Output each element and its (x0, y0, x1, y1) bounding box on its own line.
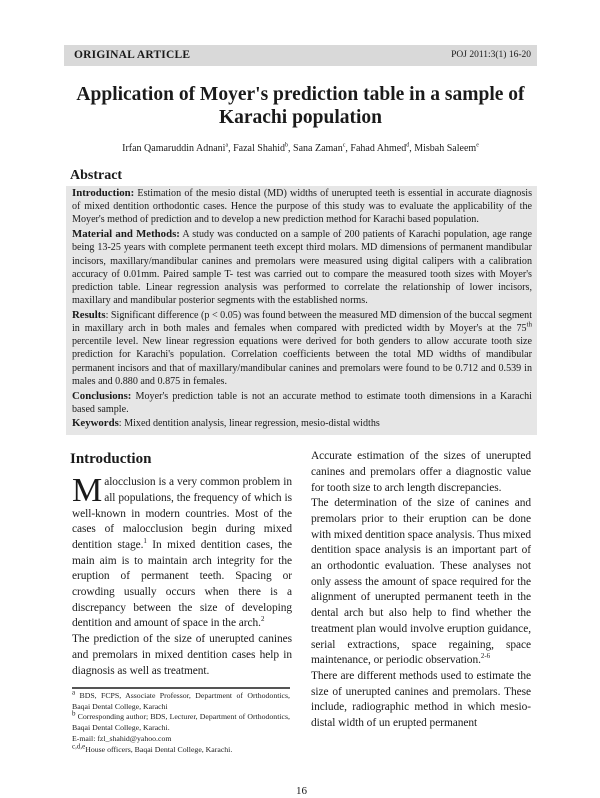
text: : Mixed dentition analysis, linear regression, mesio-distal widths (118, 418, 380, 430)
author-mark: d (406, 142, 410, 149)
abstract-heading: Abstract (70, 168, 123, 183)
label: Introduction: (72, 187, 135, 199)
text: : Significant difference (p < 0.05) was found between the measured MD dimension of the buccal segment in maxillary arch in both males and females when compared with predicted width by Moyer's at the 75 (72, 309, 532, 335)
article-title: Application of Moyer's prediction table in a sample of Karachi population (76, 84, 525, 128)
footnotes (72, 688, 290, 756)
text: A study was conducted on a sample of 200 patients of Karachi population, age range being 13-25 years with complete permanent teeth except third molars. MD dimensions of permanent mandibular incisors, maxillary/mandibular canines and premolars were measured using digital calipers with a calibration accuracy of 0.01mm. Paired sample T- test was carried out to compare the measured tooth sizes with Moyer's prediction table. Linear regression analysis was performed to correlate the relationship of lower incisors, maxillary and mandibular posterior segments with the established norms. (72, 229, 532, 307)
text: Corresponding author; BDS, Lecturer, Department of Orthodontics, Baqai Dental College, Karachi. (72, 712, 290, 733)
text: BDS, FCPS, Associate Professor, Department of Orthodontics, Baqai Dental College, Karachi (72, 690, 290, 711)
text: Estimation of the mesio distal (MD) widths of unerupted teeth is essential in accurate diagnosis of mixed dentition orthodontic cases. Hence the purpose of this study was to evaluate the applicability of the Moyer's method of prediction and to develop a new prediction method for Karachi based population. (72, 188, 532, 226)
drop-cap: M (72, 472, 103, 510)
footnote (72, 688, 290, 713)
label: Conclusions: (72, 389, 132, 402)
text: The determination of the size of canines and premolars prior to their eruption can be done with mixed dentition space analysis. Thus mixed dentition space analysis is an important part of an orthodontic evaluation. These analyses not only assess the amount of space required for the alignment of unerupted permanent teeth in the dental arch but also help to find whether the treatment plan would involve eruption guidance, serial extractions, space regaining, space maintenance, or periodic observation. (311, 497, 531, 667)
paragraph: The prediction of the size of unerupted canines and premolars in mixed dentition cases help in diagnosis as well as treatment. (72, 633, 292, 677)
left-column (72, 472, 292, 679)
label: Keywords (72, 417, 119, 430)
author: Misbah Saleem (414, 143, 477, 154)
author-mark: c (342, 142, 346, 149)
author: Fahad Ahmed (350, 143, 407, 154)
author-list: Irfan Qamaruddin Adnani$^a$, Fazal Shahid$^b$, Sana Zaman$^c$, Fahad Ahmed$^d$, Misbah Saleem$^e$ (122, 142, 479, 154)
author: Fazal Shahid (233, 143, 286, 154)
body-columns (66, 449, 537, 781)
page-body (66, 167, 537, 798)
text: percentile level. New linear regression equations were derived for both genders to allow accurate tooth size prediction for Karachi's population. Correlation coefficients between the total MD widths of mandibular permanent incisors and that of maxillary/mandibular canines and premolars were found to be 0.712 and 0.539 in males and 0.880 and 0.875 in females. (72, 336, 532, 387)
spacer (72, 679, 292, 687)
label: Material and Methods: (72, 228, 180, 241)
citation: 2-6 (480, 652, 491, 661)
page-number: 16 (296, 784, 307, 797)
abstract-results (72, 309, 532, 388)
author: Irfan Qamaruddin Adnani (122, 143, 226, 154)
footnote (72, 709, 290, 734)
sup: th (526, 320, 532, 329)
abstract-box (66, 186, 537, 435)
section-label: ORIGINAL ARTICLE (74, 49, 191, 61)
citation: 1 (143, 537, 147, 546)
author: Sana Zaman (293, 143, 343, 154)
abstract-methods (72, 228, 532, 307)
right-column-wrap (311, 449, 531, 781)
footnote (72, 742, 290, 756)
text: In mixed dentition cases, the main aim is to maintain arch integrity for the eruption of permanent teeth. Spacing or crowding usually occurs when there is a discrepancy between the size of developing dentition and amount of space in the arch. (72, 538, 292, 630)
paragraph: Accurate estimation of the sizes of unerupted canines and premolars offer a diagnostic value for tooth size to arch length discrepancies. (311, 450, 531, 494)
label: Results (72, 308, 106, 321)
text: Moyer's prediction table is not an accurate method to estimate tooth dimensions in a Karachi based sample. (72, 390, 532, 415)
right-column (311, 449, 531, 732)
author-mark: a (225, 142, 229, 149)
author-mark: e (476, 142, 479, 149)
text: House officers, Baqai Dental College, Karachi. (85, 744, 233, 754)
paragraph (72, 472, 292, 632)
paragraph (311, 496, 531, 669)
left-column-wrap (72, 449, 292, 781)
footnote-divider (72, 687, 290, 689)
mark: b (72, 709, 76, 718)
abstract-introduction (72, 187, 532, 227)
text: alocclusion is a very common problem in all populations, the frequency of which is well-known in modern countries. Most of the cases of malocclusion begin during mixed dentition stage. (72, 476, 292, 551)
journal-citation: POJ 2011:3(1) 16-20 (451, 50, 531, 60)
footnote-email: E-mail: fzl_shahid@yahoo.com (72, 733, 172, 743)
abstract-keywords (72, 417, 532, 430)
abstract-body (72, 187, 532, 431)
abstract-conclusions (72, 390, 532, 416)
introduction-heading: Introduction (70, 451, 152, 468)
mark: a (72, 688, 76, 697)
mark: c,d,e (72, 742, 86, 751)
article-header-bar (64, 45, 537, 66)
citation: 2 (260, 615, 265, 624)
author-mark: b (285, 142, 289, 149)
paragraph: There are different methods used to estimate the size of unerupted canines and premolars. These include, radiographic method in which mesio-distal width of un erupted permanent (311, 670, 531, 730)
